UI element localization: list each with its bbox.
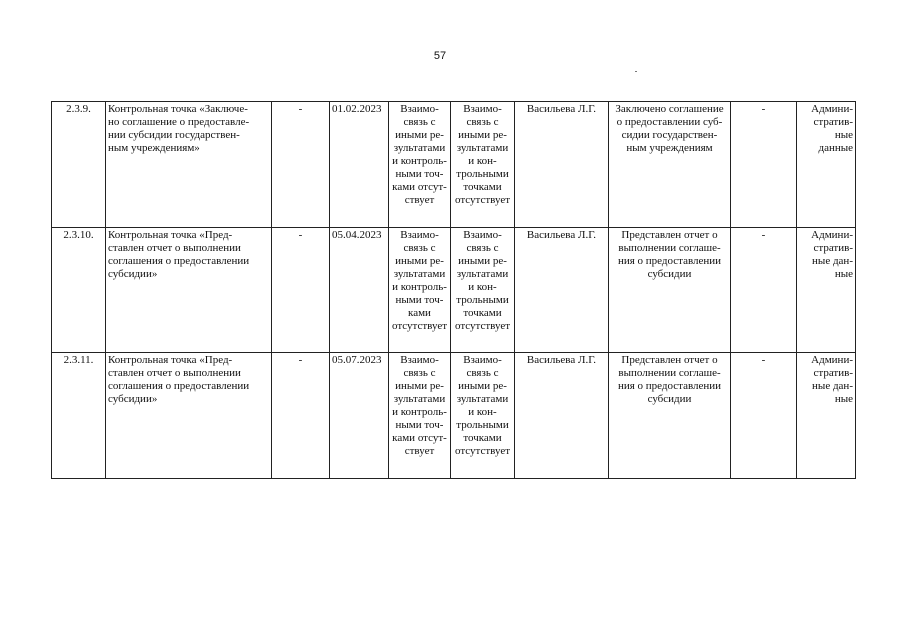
cell-line: связь с: [403, 367, 436, 379]
cell-line: ками отсут-: [392, 181, 447, 193]
result-cell: [609, 102, 731, 228]
responsible-cell: Васильева Л.Г.: [515, 228, 609, 353]
cell-line: стратив-: [813, 367, 853, 379]
cell-line: иными ре-: [395, 380, 444, 392]
successor-link-cell: [451, 228, 515, 353]
cell-line: ставлен отчет о выполнении: [108, 242, 241, 254]
cell-line: ным учреждениям»: [108, 142, 200, 154]
cell-line: данные: [818, 142, 853, 154]
cell-line: Взаимо-: [463, 229, 502, 241]
cell-line: ные: [834, 393, 853, 405]
start-date-cell: -: [272, 102, 330, 228]
end-date-cell: 01.02.2023: [330, 102, 389, 228]
cell-line: отсутствует: [454, 194, 511, 206]
event-name-cell: [106, 228, 272, 353]
cell-line: субсидии»: [108, 393, 158, 405]
cell-line: зультатами: [456, 268, 509, 280]
end-date-cell: 05.04.2023: [330, 228, 389, 353]
cell-line: и контроль-: [392, 281, 447, 293]
cell-line: выполнении соглаше-: [618, 367, 721, 379]
cell-line: ния о предоставлении: [617, 380, 722, 392]
cell-line: ствует: [404, 194, 435, 206]
cell-line: зультатами: [393, 393, 446, 405]
cell-line: выполнении соглаше-: [618, 242, 721, 254]
cell-line: но соглашение о предоставле-: [108, 116, 250, 128]
predecessor-link-cell: [389, 353, 451, 479]
item-number-cell: 2.3.11.: [52, 353, 106, 479]
cell-line: трольными: [456, 419, 509, 431]
table-row: [52, 353, 856, 479]
cell-line: Взаимо-: [463, 103, 502, 115]
information-system-cell: -: [731, 228, 797, 353]
cell-line: трольными: [456, 168, 509, 180]
start-date-cell: -: [272, 228, 330, 353]
cell-line: и кон-: [468, 281, 497, 293]
cell-line: Взаимо-: [463, 354, 502, 366]
cell-line: и кон-: [468, 155, 497, 167]
predecessor-link-cell: [389, 102, 451, 228]
cell-line: трольными: [456, 294, 509, 306]
responsible-cell: Васильева Л.Г.: [515, 353, 609, 479]
cell-line: Взаимо-: [400, 229, 439, 241]
information-system-cell: -: [731, 102, 797, 228]
cell-line: связь с: [466, 242, 499, 254]
cell-line: ствует: [404, 445, 435, 457]
cell-line: Контрольная точка «Пред-: [108, 229, 233, 241]
cell-line: стратив-: [813, 116, 853, 128]
cell-line: ставлен отчет о выполнении: [108, 367, 241, 379]
cell-line: Представлен отчет о: [621, 354, 718, 366]
cell-line: отсутствует: [391, 320, 448, 332]
cell-line: соглашения о предоставлении: [108, 255, 250, 267]
cell-line: ные дан-: [812, 255, 853, 267]
result-cell: [609, 228, 731, 353]
cell-line: и кон-: [468, 406, 497, 418]
information-system-cell: -: [731, 353, 797, 479]
result-cell: [609, 353, 731, 479]
event-name-cell: [106, 102, 272, 228]
cell-line: Контрольная точка «Пред-: [108, 354, 233, 366]
cell-line: субсидии: [647, 393, 692, 405]
item-number-cell: 2.3.10.: [52, 228, 106, 353]
data-source-cell: [797, 228, 856, 353]
cell-line: иными ре-: [458, 380, 507, 392]
cell-line: иными ре-: [395, 129, 444, 141]
cell-line: зультатами: [393, 142, 446, 154]
cell-line: и контроль-: [392, 406, 447, 418]
item-number-cell: 2.3.9.: [52, 102, 106, 228]
successor-link-cell: [451, 102, 515, 228]
cell-line: Контрольная точка «Заключе-: [108, 103, 248, 115]
cell-line: иными ре-: [395, 255, 444, 267]
cell-line: ным учреждениям: [626, 142, 713, 154]
cell-line: ными точ-: [395, 419, 444, 431]
cell-line: связь с: [403, 242, 436, 254]
cell-line: зультатами: [393, 268, 446, 280]
data-source-cell: [797, 353, 856, 479]
table-row: [52, 228, 856, 353]
predecessor-link-cell: [389, 228, 451, 353]
cell-line: зультатами: [456, 142, 509, 154]
cell-line: зультатами: [456, 393, 509, 405]
control-points-table: [51, 101, 856, 479]
responsible-cell: Васильева Л.Г.: [515, 102, 609, 228]
cell-line: связь с: [403, 116, 436, 128]
cell-line: ками отсут-: [392, 432, 447, 444]
cell-line: ные дан-: [812, 380, 853, 392]
cell-line: Взаимо-: [400, 354, 439, 366]
cell-line: Админи-: [811, 354, 853, 366]
page-number: 57: [433, 50, 447, 62]
cell-line: ные: [834, 129, 853, 141]
cell-line: и контроль-: [392, 155, 447, 167]
cell-line: Заключено соглашение: [615, 103, 724, 115]
cell-line: ками: [408, 307, 431, 319]
table-row: [52, 102, 856, 228]
cell-line: ные: [834, 268, 853, 280]
cell-line: стратив-: [813, 242, 853, 254]
cell-line: о предоставлении суб-: [616, 116, 723, 128]
cell-line: Админи-: [811, 229, 853, 241]
cell-line: отсутствует: [454, 320, 511, 332]
cell-line: точками: [463, 181, 502, 193]
cell-line: ния о предоставлении: [617, 255, 722, 267]
cell-line: Взаимо-: [400, 103, 439, 115]
start-date-cell: -: [272, 353, 330, 479]
cell-line: точками: [463, 432, 502, 444]
cell-line: субсидии»: [108, 268, 158, 280]
cell-line: Админи-: [811, 103, 853, 115]
cell-line: точками: [463, 307, 502, 319]
cell-line: связь с: [466, 116, 499, 128]
cell-line: отсутствует: [454, 445, 511, 457]
cell-line: соглашения о предоставлении: [108, 380, 250, 392]
successor-link-cell: [451, 353, 515, 479]
cell-line: сидии государствен-: [621, 129, 718, 141]
cell-line: иными ре-: [458, 255, 507, 267]
scan-speck: [635, 71, 637, 72]
event-name-cell: [106, 353, 272, 479]
cell-line: ными точ-: [395, 294, 444, 306]
cell-line: иными ре-: [458, 129, 507, 141]
cell-line: субсидии: [647, 268, 692, 280]
cell-line: ными точ-: [395, 168, 444, 180]
data-source-cell: [797, 102, 856, 228]
cell-line: Представлен отчет о: [621, 229, 718, 241]
end-date-cell: 05.07.2023: [330, 353, 389, 479]
cell-line: связь с: [466, 367, 499, 379]
cell-line: нии субсидии государствен-: [108, 129, 240, 141]
